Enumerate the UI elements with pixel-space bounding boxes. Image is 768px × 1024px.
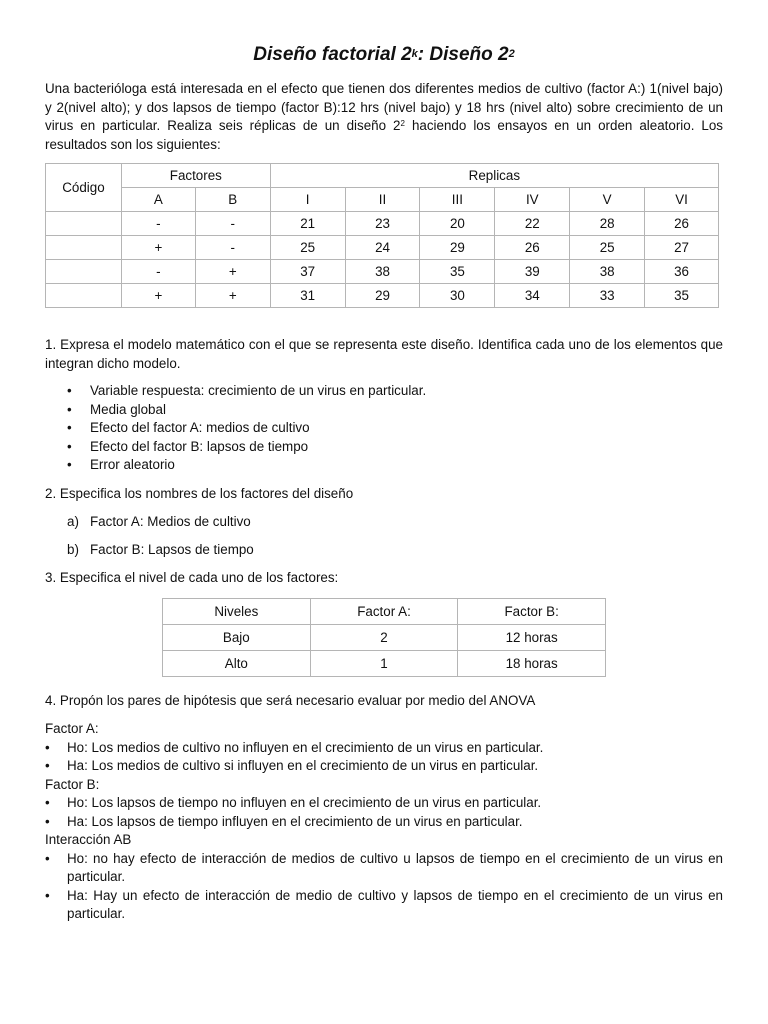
header-factor-a: A [121, 188, 195, 212]
header-replica: V [570, 188, 645, 212]
header-replica: IV [495, 188, 570, 212]
hypothesis-list [45, 850, 723, 924]
list-item: • Ho: Los lapsos de tiempo no influyen en el crecimiento de un virus en particular. [45, 794, 723, 813]
bullet-icon: • [45, 739, 50, 755]
table-cell: 39 [495, 260, 570, 284]
bullet-icon: • [45, 795, 50, 810]
table-cell: 33 [570, 284, 645, 308]
header-factores: Factores [121, 164, 270, 188]
header-factor-b: B [195, 188, 270, 212]
table-cell: 36 [645, 260, 719, 284]
header-replica: I [270, 188, 345, 212]
table-cell: 35 [645, 284, 719, 308]
table-cell: 24 [345, 236, 420, 260]
hypothesis-list [45, 794, 723, 831]
question-3: 3. Especifica el nivel de cada uno de los factores: [45, 570, 339, 585]
table-cell: 37 [270, 260, 345, 284]
table-cell: 34 [495, 284, 570, 308]
table-cell: 18 horas [458, 651, 606, 677]
table-cell: 12 horas [458, 625, 606, 651]
table-row [46, 284, 719, 308]
table-cell: 23 [345, 212, 420, 236]
list-item: • Error aleatorio [45, 456, 723, 475]
hypothesis-list [45, 739, 723, 776]
table-cell: 25 [270, 236, 345, 260]
table-cell: 27 [645, 236, 719, 260]
table-cell: 20 [420, 212, 495, 236]
table-cell: 26 [645, 212, 719, 236]
list-item: a) Factor A: Medios de cultivo [67, 514, 251, 529]
results-table [45, 163, 719, 308]
table-cell: 38 [570, 260, 645, 284]
question-1: 1. Expresa el modelo matemático con el que se representa este diseño. Identifica cada uno de los elementos que integran dicho modelo. [45, 337, 723, 371]
table-cell: 29 [345, 284, 420, 308]
list-item: • Ho: Los medios de cultivo no influyen en el crecimiento de un virus en particular. [45, 739, 723, 758]
table-cell-codigo [46, 260, 122, 284]
table-cell: 31 [270, 284, 345, 308]
table-cell: 35 [420, 260, 495, 284]
list-item: • Ha: Los medios de cultivo si influyen en el crecimiento de un virus en particular. [45, 757, 723, 776]
header-replica: II [345, 188, 420, 212]
table-cell: 26 [495, 236, 570, 260]
table-cell: 21 [270, 212, 345, 236]
table-cell-b: + [195, 260, 270, 284]
table-cell-codigo [46, 236, 122, 260]
bullet-icon: • [45, 813, 50, 829]
header-factor-b: Factor B: [458, 599, 606, 625]
table-cell: 28 [570, 212, 645, 236]
header-replicas: Replicas [270, 164, 718, 188]
table-subheader-row [46, 188, 719, 212]
hypothesis-group-label: Interacción AB [45, 832, 132, 847]
page-title: Diseño factorial 2$^k$: Diseño $2^2$ [253, 44, 515, 65]
table-row [46, 260, 719, 284]
hypothesis-group-label: Factor A: [45, 721, 99, 736]
list-item: • Ho: no hay efecto de interacción de medios de cultivo u lapsos de tiempo en el crecimiento de un virus en particular. [45, 850, 723, 884]
bullet-icon: • [45, 887, 50, 903]
model-elements-list [45, 382, 723, 475]
table-cell: Alto [163, 651, 311, 677]
table-cell-codigo [46, 284, 122, 308]
table-cell: 22 [495, 212, 570, 236]
header-replica: VI [645, 188, 719, 212]
table-cell: Bajo [163, 625, 311, 651]
list-item: • Ha: Hay un efecto de interacción de medio de cultivo y lapsos de tiempo en el crecimiento de un virus en particular. [45, 887, 723, 921]
question-4: 4. Propón los pares de hipótesis que será necesario evaluar por medio del ANOVA [45, 693, 536, 708]
bullet-icon: • [67, 383, 72, 398]
table-cell: 25 [570, 236, 645, 260]
factor-names-list [45, 513, 254, 559]
table-row [46, 236, 719, 260]
list-item: • Efecto del factor A: medios de cultivo [45, 419, 723, 438]
table-cell: 30 [420, 284, 495, 308]
table-cell-a: + [121, 236, 195, 260]
bullet-icon: • [67, 438, 72, 454]
bullet-icon: • [67, 401, 72, 417]
bullet-icon: • [45, 850, 50, 866]
bullet-icon: • [67, 420, 72, 435]
intro-paragraph: Una bacterióloga está interesada en el efecto que tienen dos diferentes medios de cultivo (factor A:) 1(nivel bajo) y 2(nivel alto); y dos lapsos de tiempo (factor B):12 hrs (nivel bajo) y 18 hrs (nivel alto) sobre crecimiento de un virus en particular. Realiza seis réplicas de un diseño $2^2$ haciendo los ensayos en un orden aleatorio. Los resultados son los siguientes: [45, 81, 724, 152]
list-item: • Ha: Los lapsos de tiempo influyen en el crecimiento de un virus en particular. [45, 813, 723, 832]
header-codigo: Código [46, 164, 122, 212]
hypotheses-section [45, 720, 723, 924]
table-cell-codigo [46, 212, 122, 236]
list-item: • Efecto del factor B: lapsos de tiempo [45, 438, 723, 457]
bullet-icon: • [45, 758, 50, 773]
header-niveles: Niveles [163, 599, 311, 625]
table-row [163, 625, 606, 651]
header-replica: III [420, 188, 495, 212]
table-cell: 2 [310, 625, 458, 651]
table-cell: 1 [310, 651, 458, 677]
table-cell-a: - [121, 212, 195, 236]
table-cell-b: - [195, 236, 270, 260]
table-row [163, 651, 606, 677]
table-cell: 38 [345, 260, 420, 284]
question-2: 2. Especifica los nombres de los factores del diseño [45, 486, 354, 501]
table-header-row [163, 599, 606, 625]
table-cell: 29 [420, 236, 495, 260]
header-factor-a: Factor A: [310, 599, 458, 625]
table-cell-b: + [195, 284, 270, 308]
list-item: b) Factor B: Lapsos de tiempo [67, 542, 254, 557]
table-cell-b: - [195, 212, 270, 236]
table-row [46, 212, 719, 236]
levels-table [162, 598, 606, 677]
bullet-icon: • [67, 457, 72, 472]
table-header-row [46, 164, 719, 188]
list-item: • Media global [45, 401, 723, 420]
table-cell-a: + [121, 284, 195, 308]
table-cell-a: - [121, 260, 195, 284]
list-item: • Variable respuesta: crecimiento de un virus en particular. [45, 382, 723, 401]
hypothesis-group-label: Factor B: [45, 776, 100, 792]
